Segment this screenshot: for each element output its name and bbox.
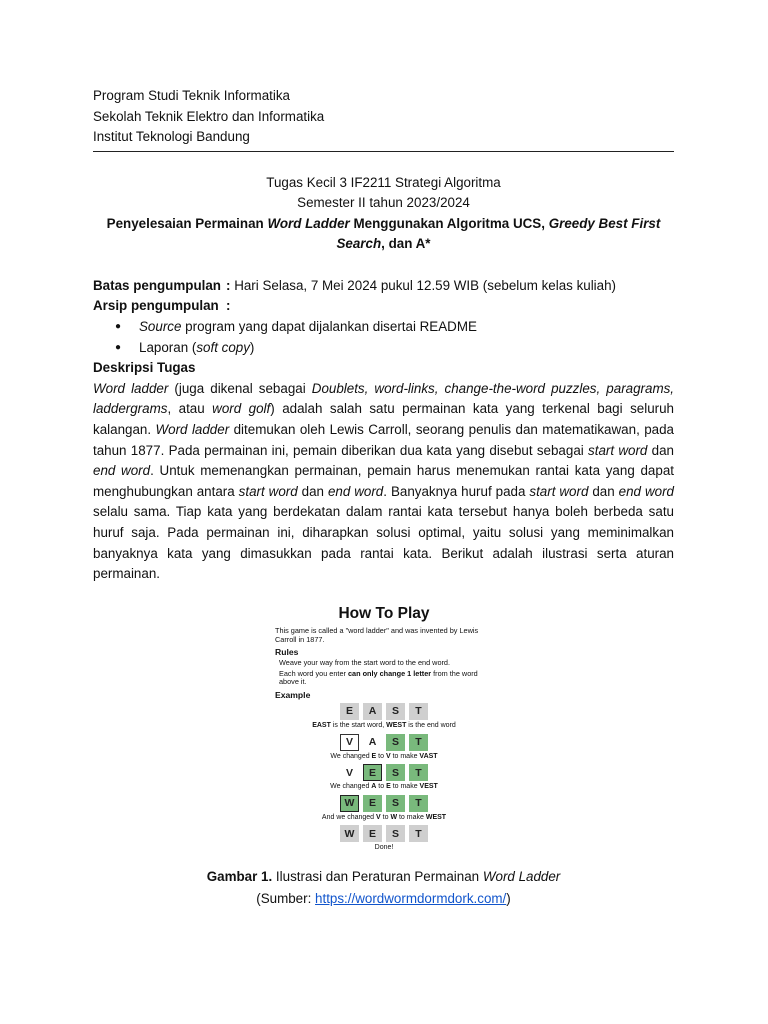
caption-run: And we changed: [321, 813, 377, 821]
ladder-row: [272, 795, 496, 812]
list-item-italic: soft copy: [196, 339, 250, 355]
document-page: [93, 86, 674, 585]
letter-tile: E: [340, 703, 359, 720]
caption-run: VAST: [419, 752, 438, 760]
list-item-text: program yang dapat dijalankan disertai README: [181, 319, 477, 335]
ladder-row: [272, 703, 496, 720]
institution-header: [93, 86, 674, 148]
ladder-row: [272, 825, 496, 842]
list-item-text: ): [249, 339, 255, 355]
letter-tile: A: [363, 734, 382, 751]
figure-intro: This game is called a "word ladder" and was invented by Lewis Carroll in 1877.: [275, 626, 479, 644]
list-item-italic: Source: [139, 319, 182, 335]
letter-tile: W: [340, 795, 359, 812]
paragraph-text-run: dan: [647, 442, 674, 458]
school-name: Sekolah Teknik Elektro dan Informatika: [93, 108, 325, 124]
caption-source: [93, 888, 674, 910]
deadline-value: Hari Selasa, 7 Mei 2024 pukul 12.59 WIB (sebelum kelas kuliah): [234, 277, 617, 293]
figure-title: How To Play: [338, 605, 430, 622]
caption-italic: Word Ladder: [482, 869, 561, 884]
rule-2: [279, 670, 496, 687]
title-part: Menggunakan Algoritma UCS,: [349, 215, 549, 231]
caption-run: W: [390, 813, 398, 821]
caption-run: VEST: [419, 783, 438, 791]
source-link[interactable]: https://wordwormdormdork.com/: [315, 890, 507, 906]
caption-run: to make: [397, 813, 426, 821]
caption-run: EAST: [312, 721, 331, 729]
caption-run: V: [385, 752, 391, 760]
title-part: , dan A*: [381, 236, 431, 252]
paragraph-italic-run: end word: [327, 483, 384, 499]
ladder-row-caption: [272, 722, 496, 731]
paragraph-italic-run: word golf: [212, 401, 271, 417]
letter-tile: T: [409, 795, 428, 812]
title-part-italic: Word Ladder: [267, 215, 350, 231]
caption-run: is the start word,: [330, 721, 387, 729]
colon: :: [226, 277, 235, 293]
deadline-label: Batas pengumpulan: [93, 277, 221, 293]
caption-run: Done!: [374, 844, 394, 852]
paragraph-text-run: . Banyaknya huruf pada: [383, 483, 530, 499]
list-item-text: Laporan (: [139, 339, 197, 355]
letter-tile: S: [386, 703, 405, 720]
letter-tile: E: [363, 764, 382, 781]
paragraph-italic-run: start word: [588, 442, 648, 458]
ladder-row-caption: [272, 814, 496, 823]
caption-text: Ilustrasi dan Peraturan Permainan: [272, 869, 483, 884]
caption-run: to: [380, 813, 391, 821]
submission-info: [93, 276, 674, 585]
ladder-row-caption: [272, 753, 496, 762]
paragraph-italic-run: Word ladder: [155, 422, 230, 438]
letter-tile: S: [386, 764, 405, 781]
paragraph-text-run: dan: [297, 483, 328, 499]
paragraph-text-run: selalu sama. Tiap kata yang berdekatan dalam rantai kata tersebut hanya boleh berbeda satu huruf saja. Pada permainan ini, diharapkan solusi optimal, yaitu solusi yang meminimalkan banyaknya kata yang dimasukkan pada rantai kata. Berikut adalah ilustrasi serta aturan permainan.: [93, 504, 674, 582]
letter-tile: T: [409, 764, 428, 781]
letter-tile: A: [363, 703, 382, 720]
letter-tile: T: [409, 703, 428, 720]
caption-line: [93, 866, 674, 888]
letter-tile: T: [409, 734, 428, 751]
document-title: [93, 173, 674, 255]
archive-row: [93, 296, 674, 317]
ladder-row-caption: [272, 783, 496, 792]
caption-run: to make: [390, 752, 420, 760]
letter-tile: S: [386, 825, 405, 842]
paragraph-italic-run: end word: [618, 483, 674, 499]
rule-1: Weave your way from the start word to the end word.: [279, 658, 451, 668]
rule-text-bold: can only change 1 letter: [347, 668, 432, 678]
paragraph-text-run: (juga dikenal sebagai: [168, 380, 312, 396]
letter-tile: T: [409, 825, 428, 842]
paragraph-text-run: dan: [588, 483, 619, 499]
rules-heading: Rules: [275, 647, 299, 658]
letter-tile: S: [386, 734, 405, 751]
ladder-row-caption: [272, 844, 496, 853]
archive-label: Arsip pengumpulan: [93, 298, 219, 314]
caption-run: E: [386, 783, 391, 791]
caption-run: We changed: [330, 752, 372, 760]
caption-run: E: [371, 752, 377, 760]
paragraph-text-run: . Untuk memenangkan permainan, pemain harus menemukan rantai kata yang dapat menghubungkan antara: [93, 463, 674, 499]
figure-caption: [93, 866, 674, 909]
how-to-play-figure: [272, 601, 496, 860]
title-line-2: Semester II tahun 2023/2024: [297, 195, 470, 211]
ladder-row: [272, 764, 496, 781]
rule-text: from the word above it.: [279, 668, 478, 687]
list-item: [93, 317, 674, 338]
caption-run: We changed: [330, 783, 372, 791]
caption-run: WEST: [425, 813, 447, 821]
example-heading: Example: [275, 689, 311, 700]
rule-text: Each word you enter: [279, 668, 348, 678]
caption-run: to: [376, 752, 386, 760]
paragraph-text-run: ) adalah salah satu permainan kata yang terkenal bagi seluruh kalangan.: [93, 401, 674, 438]
letter-tile: E: [363, 825, 382, 842]
list-item: [93, 338, 674, 359]
title-line-1: Tugas Kecil 3 IF2211 Strategi Algoritma: [266, 174, 501, 190]
title-part-italic: Greedy Best First Search: [336, 215, 661, 252]
paragraph-italic-run: start word: [238, 483, 298, 499]
letter-tile: S: [386, 795, 405, 812]
letter-tile: V: [340, 764, 359, 781]
caption-run: is the end word: [406, 721, 456, 729]
caption-label: Gambar 1.: [206, 869, 273, 884]
paragraph-text-run: , atau: [167, 401, 213, 417]
caption-run: to make: [390, 783, 420, 791]
ladder-row: [272, 734, 496, 751]
study-program: Program Studi Teknik Informatika: [93, 88, 290, 103]
colon: :: [226, 298, 231, 314]
source-suffix: ): [506, 890, 511, 906]
description-heading: Deskripsi Tugas: [93, 360, 196, 376]
header-divider: [93, 151, 674, 152]
paragraph-italic-run: start word: [529, 483, 589, 499]
caption-run: A: [371, 783, 377, 791]
caption-run: to: [376, 783, 387, 791]
institute-name: Institut Teknologi Bandung: [93, 129, 250, 144]
archive-list: [93, 317, 674, 358]
deadline-row: [93, 276, 674, 297]
caption-run: WEST: [386, 721, 407, 729]
paragraph-text-run: ditemukan oleh Lewis Carroll, seorang penulis dan matematikawan, pada tahun 1877. Pada permainan ini, pemain diberikan dua kata yang disebut sebagai: [93, 422, 675, 458]
letter-tile: E: [363, 795, 382, 812]
description-paragraph: [93, 379, 674, 585]
letter-tile: V: [340, 734, 359, 751]
paragraph-italic-run: Doublets, word-links, change-the-word puzzles, paragrams, laddergrams: [93, 380, 675, 417]
caption-run: V: [376, 813, 381, 821]
ladder-example: [272, 703, 496, 853]
letter-tile: W: [340, 825, 359, 842]
title-part: Penyelesaian Permainan: [106, 215, 268, 231]
source-prefix: (Sumber:: [256, 890, 316, 906]
title-line-3: [93, 214, 674, 255]
paragraph-italic-run: end word: [93, 463, 151, 479]
paragraph-italic-run: Word ladder: [93, 380, 169, 396]
